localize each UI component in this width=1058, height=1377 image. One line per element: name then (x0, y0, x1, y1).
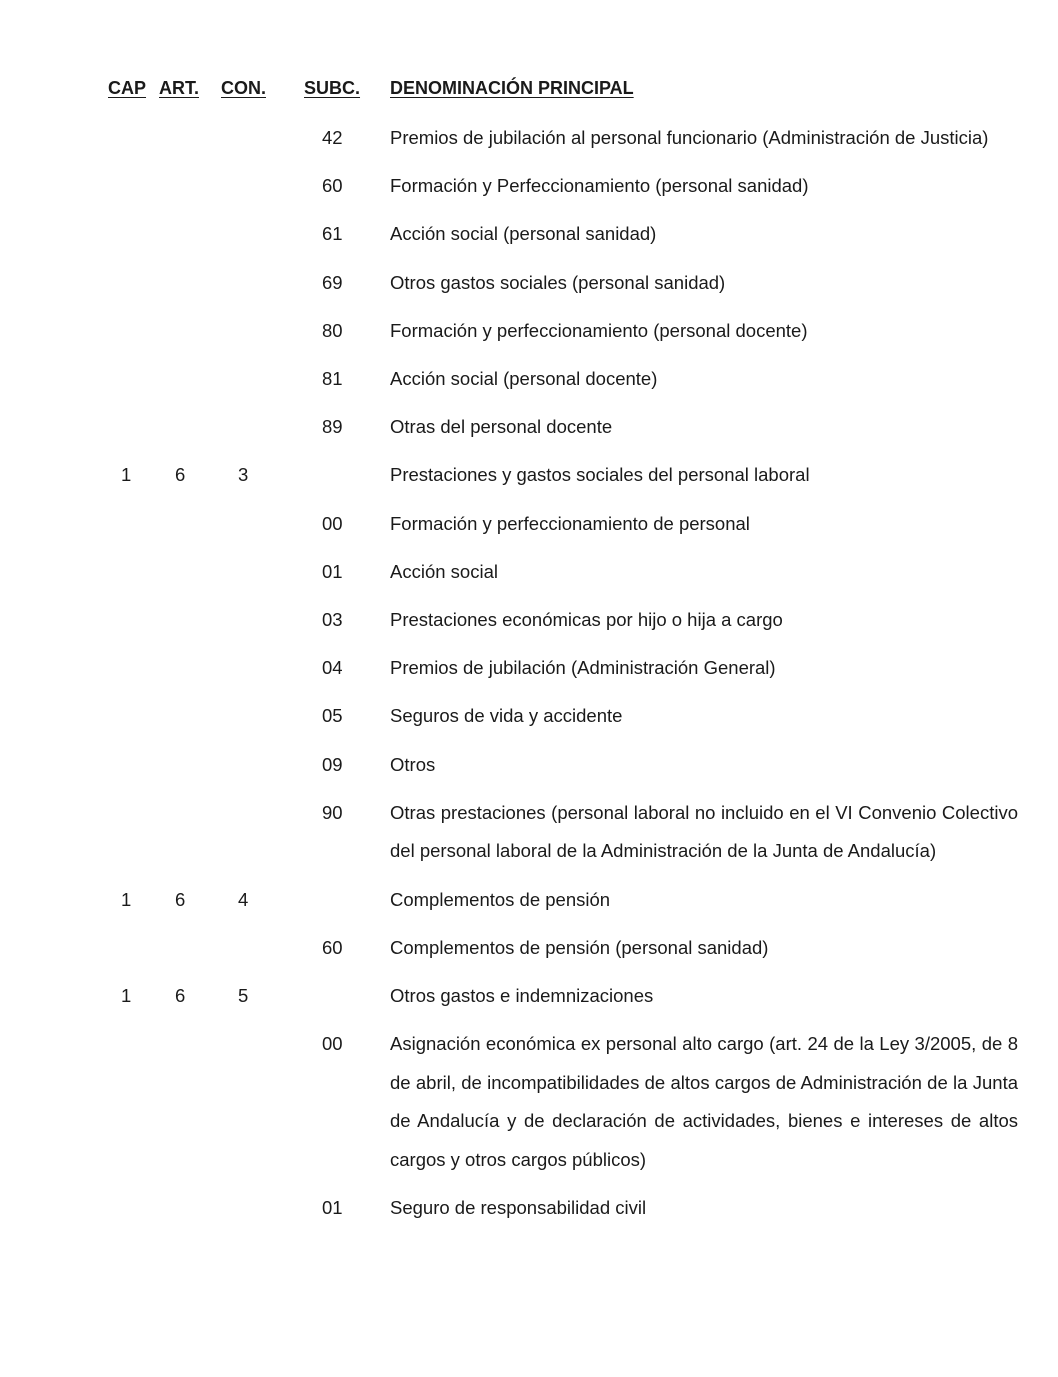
cell-cap: 1 (121, 984, 132, 1006)
table-header (0, 78, 1058, 104)
cell-subc: 89 (322, 416, 343, 438)
cell-denominacion: Otros (390, 753, 436, 775)
cell-cap: 1 (121, 464, 132, 486)
header-con: CON. (221, 78, 266, 98)
header-art: ART. (159, 78, 199, 98)
header-cap: CAP (108, 78, 147, 98)
header-subc: SUBC. (304, 78, 361, 98)
cell-con: 5 (238, 984, 249, 1006)
cell-art: 6 (175, 888, 186, 910)
cell-subc: 61 (322, 223, 343, 245)
cell-con: 4 (238, 888, 249, 910)
cell-subc: 81 (322, 368, 343, 389)
cell-denominacion: Otros gastos sociales (personal sanidad) (390, 271, 726, 293)
cell-denominacion: Otras prestaciones (personal laboral no incluido en el VI Convenio Colectivo del personal laboral de la Administración de la Junta de Andalucía) (390, 801, 1018, 862)
cell-denominacion: Acción social (personal docente) (390, 368, 658, 389)
cell-denominacion: Formación y perfeccionamiento de personal (390, 512, 750, 534)
cell-subc: 05 (322, 705, 343, 727)
cell-con: 3 (238, 464, 249, 486)
cell-subc: 03 (322, 609, 343, 630)
cell-denominacion: Premios de jubilación (Administración General) (390, 657, 776, 679)
cell-subc: 60 (322, 936, 343, 958)
cell-denominacion: Complementos de pensión (personal sanidad) (390, 936, 769, 958)
cell-denominacion: Complementos de pensión (390, 888, 611, 910)
cell-subc: 00 (322, 512, 343, 534)
cell-art: 6 (175, 464, 186, 486)
cell-denominacion: Otros gastos e indemnizaciones (390, 984, 654, 1006)
cell-denominacion: Asignación económica ex personal alto cargo (art. 24 de la Ley 3/2005, de 8 de abril, de incompatibilidades de altos cargos de Administración de la Junta de Andalucía y de declaración de actividades, bienes e intereses de altos cargos y otros cargos públicos) (390, 1033, 1018, 1170)
cell-denominacion: Seguros de vida y accidente (390, 705, 623, 727)
cell-denominacion: Acción social (personal sanidad) (390, 223, 657, 245)
cell-subc: 09 (322, 753, 343, 775)
cell-denominacion: Acción social (390, 560, 498, 582)
cell-denominacion: Prestaciones y gastos sociales del personal laboral (390, 464, 810, 486)
cell-subc: 00 (322, 1033, 343, 1055)
cell-denominacion: Seguro de responsabilidad civil (390, 1196, 647, 1218)
cell-subc: 01 (322, 1196, 343, 1218)
cell-denominacion: Formación y Perfeccionamiento (personal sanidad) (390, 175, 809, 197)
cell-subc: 90 (322, 801, 343, 823)
cell-subc: 80 (322, 319, 343, 341)
cell-subc: 69 (322, 271, 343, 293)
cell-denominacion: Prestaciones económicas por hijo o hija a cargo (390, 609, 783, 630)
cell-cap: 1 (121, 888, 132, 910)
cell-subc: 04 (322, 657, 343, 679)
cell-art: 6 (175, 984, 186, 1006)
cell-subc: 42 (322, 127, 343, 148)
cell-subc: 01 (322, 560, 343, 582)
header-denominacion: DENOMINACIÓN PRINCIPAL (390, 78, 634, 98)
cell-subc: 60 (322, 175, 343, 197)
cell-denominacion: Otras del personal docente (390, 416, 613, 438)
cell-denominacion: Premios de jubilación al personal funcionario (Administración de Justicia) (390, 127, 989, 148)
cell-denominacion: Formación y perfeccionamiento (personal docente) (390, 319, 808, 341)
